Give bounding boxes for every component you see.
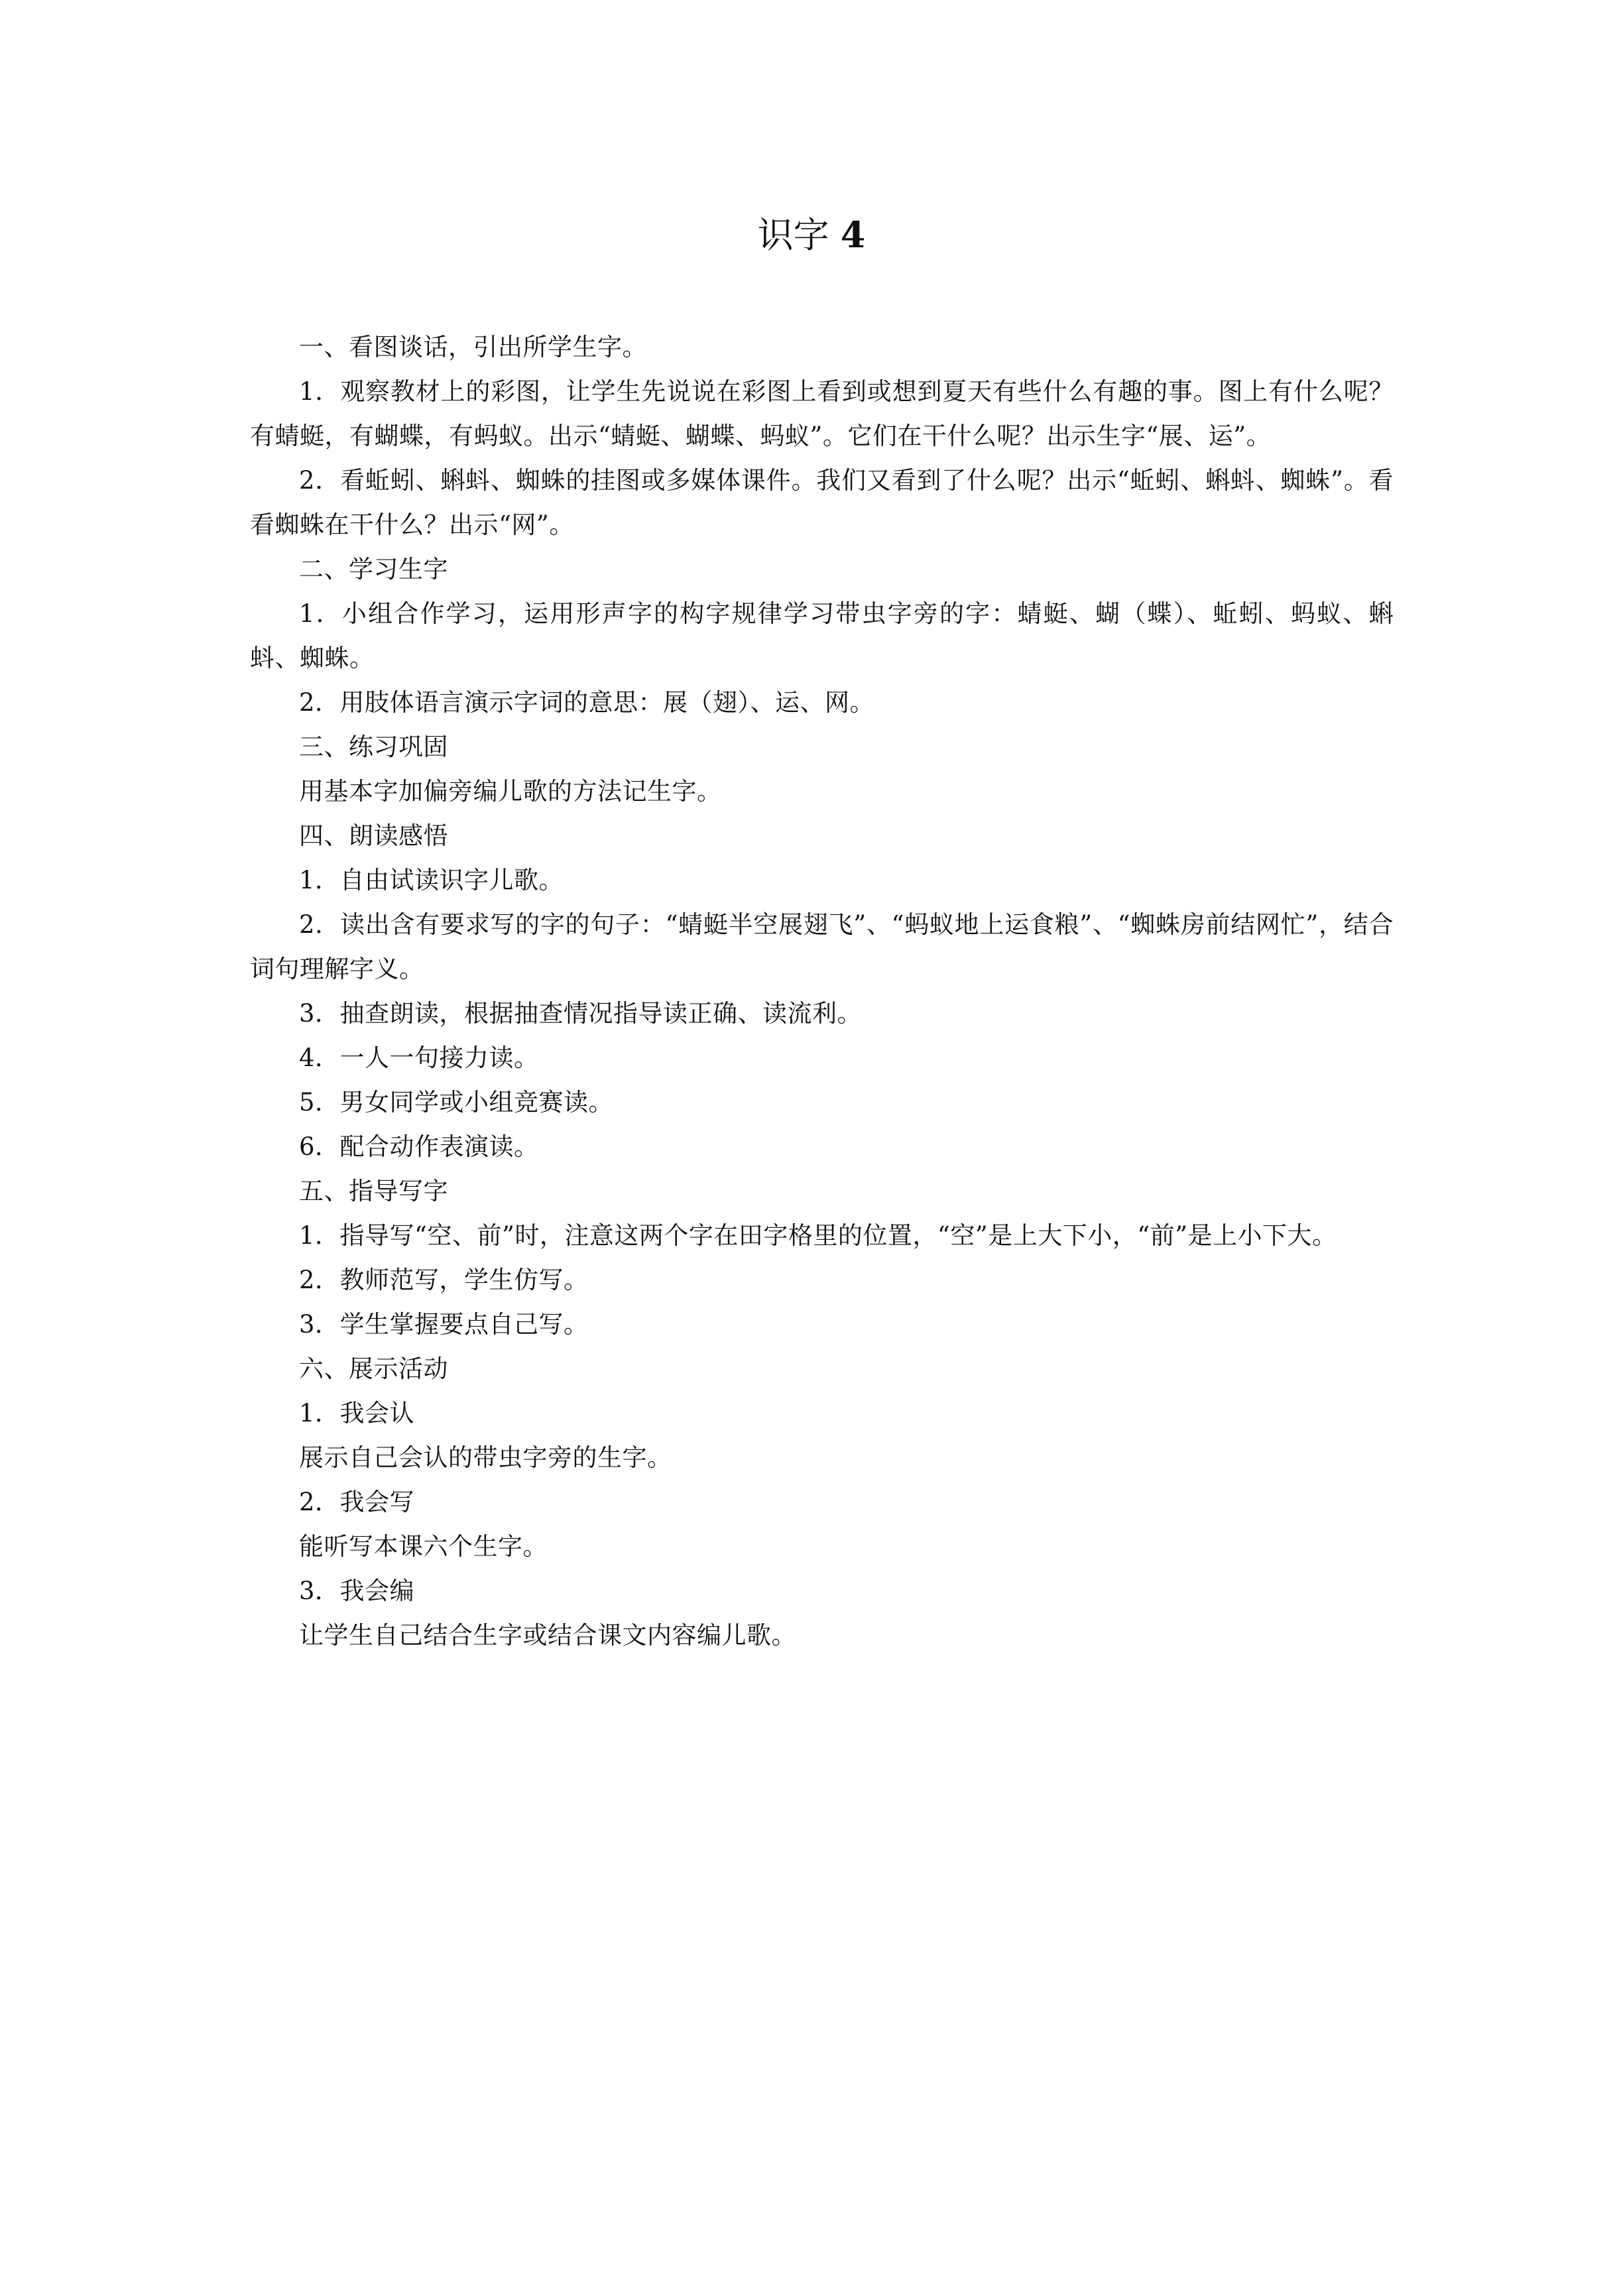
paragraph: 1．自由试读识字儿歌。 (299, 866, 564, 894)
paragraph: 1．观察教材上的彩图，让学生先说说在彩图上看到或想到夏天有些什么有趣的事。图上有什么呢？有蜻蜓，有蝴蝶，有蚂蚁。出示“蜻蜓、蝴蝶、蚂蚁”。它们在干什么呢？出示生字“展、运”。 (250, 377, 1394, 450)
paragraph: 让学生自己结合生字或结合课文内容编儿歌。 (299, 1621, 796, 1650)
paragraph: 2．读出含有要求写的字的句子：“蜻蜓半空展翅飞”、“蚂蚁地上运食粮”、“蜘蛛房前结网忙”，结合词句理解字义。 (250, 910, 1394, 983)
section-heading: 二、学习生字 (299, 555, 448, 583)
paragraph: 1．指导写“空、前”时，注意这两个字在田字格里的位置，“空”是上大下小，“前”是上小下大。 (299, 1221, 1337, 1250)
paragraph: 5．男女同学或小组竞赛读。 (299, 1088, 614, 1117)
paragraph: 展示自己会认的带虫字旁的生字。 (299, 1443, 672, 1472)
paragraph: 2．教师范写，学生仿写。 (299, 1266, 589, 1294)
paragraph: 1．小组合作学习，运用形声字的构字规律学习带虫字旁的字：蜻蜓、蝴（蝶）、蚯蚓、蚂蚁、蝌蚪、蜘蛛。 (250, 599, 1394, 672)
section-heading: 五、指导写字 (299, 1177, 448, 1205)
title-text: 识字 (757, 214, 829, 256)
paragraph: 能听写本课六个生字。 (299, 1532, 548, 1561)
section-heading: 四、朗读感悟 (299, 821, 448, 850)
section-heading: 三、练习巩固 (299, 733, 448, 761)
paragraph: 2．看蚯蚓、蝌蚪、蜘蛛的挂图或多媒体课件。我们又看到了什么呢？出示“蚯蚓、蝌蚪、蜘蛛”。看看蜘蛛在干什么？出示“网”。 (250, 466, 1394, 539)
paragraph: 1．我会认 (299, 1399, 415, 1427)
paragraph: 2．我会写 (299, 1488, 415, 1516)
document-body (250, 325, 1394, 1658)
paragraph: 2．用肢体语言演示字词的意思：展（翅）、运、网。 (299, 688, 875, 717)
paragraph: 3．抽查朗读，根据抽查情况指导读正确、读流利。 (299, 999, 863, 1028)
paragraph: 4．一人一句接力读。 (299, 1044, 539, 1072)
paragraph: 3．我会编 (299, 1577, 415, 1605)
paragraph: 3．学生掌握要点自己写。 (299, 1310, 589, 1339)
page-title (0, 211, 1623, 259)
section-heading: 六、展示活动 (299, 1355, 448, 1383)
section-heading: 一、看图谈话，引出所学生字。 (299, 333, 647, 361)
title-number: 4 (840, 213, 866, 256)
paragraph: 用基本字加偏旁编儿歌的方法记生字。 (299, 777, 722, 806)
paragraph: 6．配合动作表演读。 (299, 1132, 539, 1161)
